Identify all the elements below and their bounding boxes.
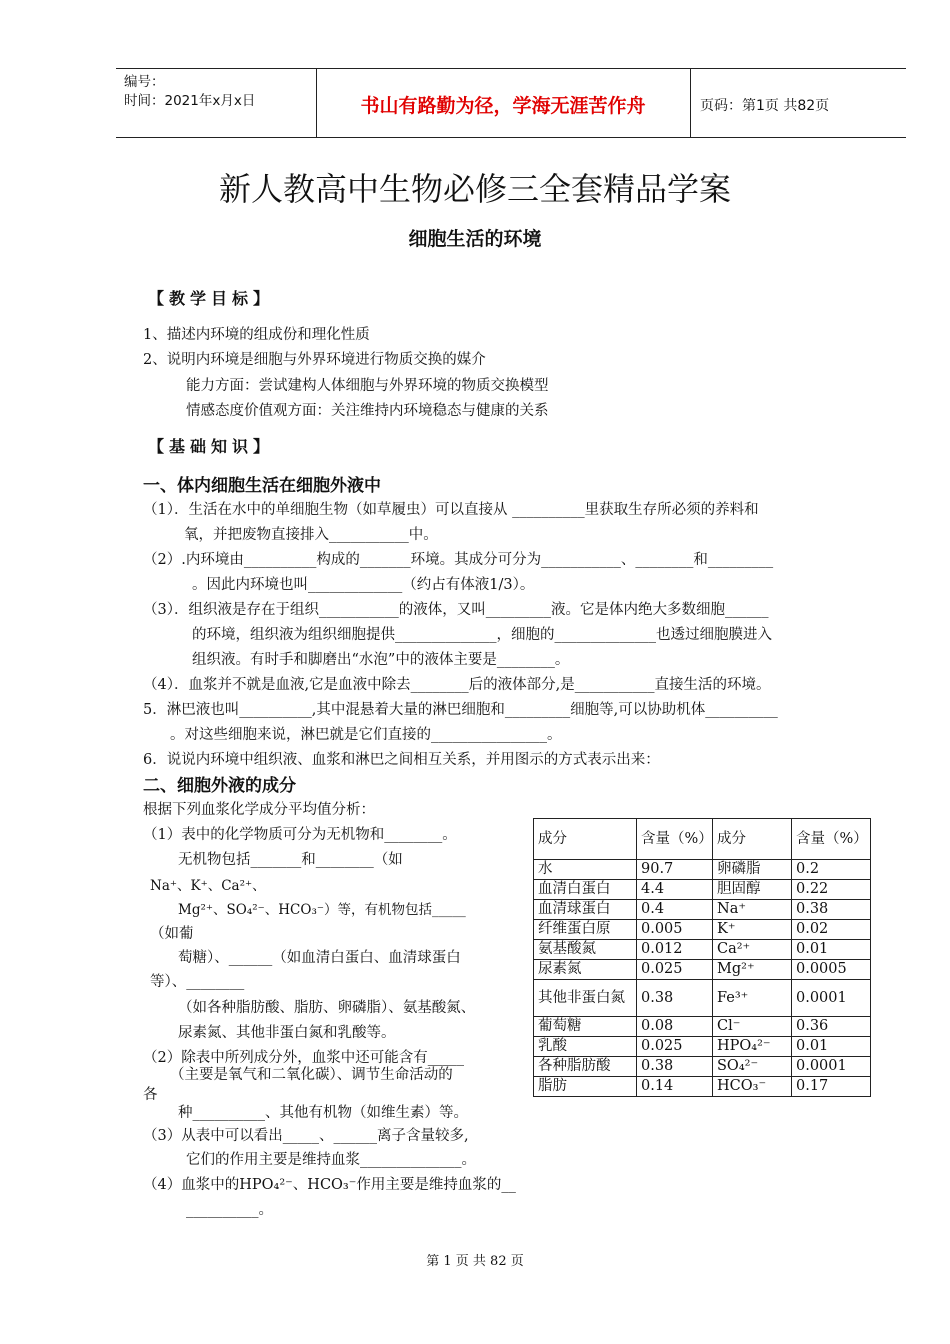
table-cell: 氨基酸氮 <box>534 940 637 960</box>
table-cell: 血清白蛋白 <box>534 880 637 900</box>
section2-line: （2）除表中所列成分外，血浆中还可能含有_____ <box>143 1050 464 1066</box>
section2-line: 尿素氮、其他非蛋白氮和乳酸等。 <box>178 1025 396 1041</box>
table-cell: 90.7 <box>637 860 713 880</box>
table-row <box>534 1057 871 1077</box>
table-cell: 水 <box>534 860 637 880</box>
table-header-cell: 成分 <box>713 819 792 860</box>
table-cell: 乳酸 <box>534 1037 637 1057</box>
header-motto: 书山有路勤为径，学海无涯苦作舟 <box>360 95 646 117</box>
table-header-row <box>534 819 871 860</box>
table-cell: 0.22 <box>792 880 871 900</box>
table-cell: 0.2 <box>792 860 871 880</box>
table-cell: 0.36 <box>792 1017 871 1037</box>
section2-line: 无机物包括_______和________（如 <box>178 852 403 868</box>
table-cell: 0.025 <box>637 1037 713 1057</box>
table-cell: 尿素氮 <box>534 960 637 980</box>
section2-line: 各 <box>143 1087 158 1103</box>
page-subtitle: 细胞生活的环境 <box>408 228 542 250</box>
table-cell: 0.08 <box>637 1017 713 1037</box>
table-row <box>534 1077 871 1097</box>
goal-line: 能力方面：尝试建构人体细胞与外界环境的物质交换模型 <box>186 378 549 394</box>
section2-line: __________。 <box>186 1202 273 1218</box>
table-cell: 0.0005 <box>792 960 871 980</box>
table-row <box>534 960 871 980</box>
section1-line: （3）．组织液是存在于组织___________的液体，又叫_________液。它是体内绝大多数细胞______ <box>143 602 769 618</box>
table-cell: Ca²⁺ <box>713 940 792 960</box>
table-cell: 4.4 <box>637 880 713 900</box>
section2-line: （4）血浆中的HPO₄²⁻、HCO₃⁻作用主要是维持血浆的__ <box>143 1177 516 1193</box>
table-cell: 0.38 <box>792 900 871 920</box>
table-cell: 胆固醇 <box>713 880 792 900</box>
table-cell: 0.0001 <box>792 980 871 1017</box>
table-cell: Cl⁻ <box>713 1017 792 1037</box>
table-cell: 脂肪 <box>534 1077 637 1097</box>
section2-line: 它们的作用主要是维持血浆______________。 <box>186 1152 476 1168</box>
table-row <box>534 900 871 920</box>
goals-heading: 【教学目标】 <box>148 289 275 308</box>
page-header <box>116 68 906 138</box>
table-header-cell: 含量（%） <box>637 819 713 860</box>
table-cell: Mg²⁺ <box>713 960 792 980</box>
number-label: 编号： <box>124 74 165 90</box>
header-meta <box>124 73 255 111</box>
table-cell: 0.14 <box>637 1077 713 1097</box>
section2-line: 萄糖）、______（如血清白蛋白、血清球蛋白 <box>178 950 461 966</box>
table-header-cell: 含量（%） <box>792 819 871 860</box>
section1-line: （2）.内环境由__________构成的_______环境。其成分可分为___________、________和_________ <box>143 552 774 568</box>
time-label: 时间：2021年x月x日 <box>124 93 256 109</box>
table-cell: 纤维蛋白原 <box>534 920 637 940</box>
table-cell: 卵磷脂 <box>713 860 792 880</box>
section1-line: （4）．血浆并不就是血液,它是血液中除去________后的液体部分,是___________直接生活的环境。 <box>143 677 771 693</box>
table-row <box>534 1017 871 1037</box>
section1-line: （1）．生活在水中的单细胞生物（如草履虫）可以直接从 __________里获取生存所必须的养料和 <box>143 502 759 518</box>
section2-line: 种__________、其他有机物（如维生素）等。 <box>178 1105 468 1121</box>
goal-line: 情感态度价值观方面：关注维持内环境稳态与健康的关系 <box>186 403 549 419</box>
section1-line: 氧，并把废物直接排入___________中。 <box>184 527 438 543</box>
plasma-composition-table <box>533 818 871 1097</box>
table-cell: Na⁺ <box>713 900 792 920</box>
section1-line: 5．淋巴液也叫__________,其中混悬着大量的淋巴细胞和_________细胞等,可以协助机体__________ <box>143 702 778 718</box>
table-header-cell: 成分 <box>534 819 637 860</box>
table-cell: 0.38 <box>637 980 713 1017</box>
table-cell: 0.005 <box>637 920 713 940</box>
section2-intro: 根据下列血浆化学成分平均值分析： <box>143 802 375 818</box>
table-cell: 0.025 <box>637 960 713 980</box>
table-cell: 0.01 <box>792 1037 871 1057</box>
goal-line: 2、说明内环境是细胞与外界环境进行物质交换的媒介 <box>143 352 486 368</box>
table-cell: 0.4 <box>637 900 713 920</box>
section2-line: Na⁺、K⁺、Ca²⁺、 <box>150 878 266 894</box>
table-cell: 血清球蛋白 <box>534 900 637 920</box>
section2-line: （3）从表中可以看出_____、______离子含量较多, <box>143 1128 469 1144</box>
section2-line: （如葡 <box>150 926 194 942</box>
section2-line: Mg²⁺、SO₄²⁻、HCO₃⁻）等，有机物包括_____ <box>178 902 466 918</box>
section2-title: 二、细胞外液的成分 <box>143 776 296 796</box>
header-divider <box>690 69 691 137</box>
table-row <box>534 920 871 940</box>
section1-line: 的环境，组织液为组织细胞提供______________，细胞的______________也透过细胞膜进入 <box>192 627 772 643</box>
table-cell: 0.0001 <box>792 1057 871 1077</box>
table-cell: 0.02 <box>792 920 871 940</box>
table-cell: 0.38 <box>637 1057 713 1077</box>
table-row <box>534 940 871 960</box>
section2-line: 等）、________ <box>150 974 245 990</box>
table-cell: 其他非蛋白氮 <box>534 980 637 1017</box>
section2-line: （如各种脂肪酸、脂肪、卵磷脂）、氨基酸氮、 <box>178 1000 476 1016</box>
table-cell: Fe³⁺ <box>713 980 792 1017</box>
table-row <box>534 860 871 880</box>
section2-line: （主要是氧气和二氧化碳）、调节生命活动的 <box>170 1067 453 1083</box>
section2-line: （1）表中的化学物质可分为无机物和________。 <box>143 827 457 843</box>
page-footer: 第 1 页 共 82 页 <box>426 1254 524 1269</box>
table-cell: K⁺ <box>713 920 792 940</box>
table-row <box>534 1037 871 1057</box>
section1-title: 一、体内细胞生活在细胞外液中 <box>143 476 381 496</box>
table-row <box>534 880 871 900</box>
table-cell: 0.17 <box>792 1077 871 1097</box>
table-row <box>534 980 871 1017</box>
page-info: 页码：第1页 共82页 <box>700 98 830 114</box>
table-cell: 0.01 <box>792 940 871 960</box>
section1-line: 。对这些细胞来说，淋巴就是它们直接的________________。 <box>170 727 562 743</box>
basics-heading: 【基础知识】 <box>148 437 275 456</box>
section1-line: 6．说说内环境中组织液、血浆和淋巴之间相互关系，并用图示的方式表示出来： <box>143 752 660 768</box>
table-cell: HCO₃⁻ <box>713 1077 792 1097</box>
page-title: 新人教高中生物必修三全套精品学案 <box>218 170 731 208</box>
table-cell: SO₄²⁻ <box>713 1057 792 1077</box>
goal-line: 1、描述内环境的组成份和理化性质 <box>143 327 370 343</box>
section1-line: 。因此内环境也叫_____________（约占有体液1/3）。 <box>192 577 535 593</box>
table-cell: HPO₄²⁻ <box>713 1037 792 1057</box>
table-cell: 各种脂肪酸 <box>534 1057 637 1077</box>
table-cell: 葡萄糖 <box>534 1017 637 1037</box>
table-cell: 0.012 <box>637 940 713 960</box>
section1-line: 组织液。有时手和脚磨出“水泡”中的液体主要是________。 <box>192 652 570 668</box>
